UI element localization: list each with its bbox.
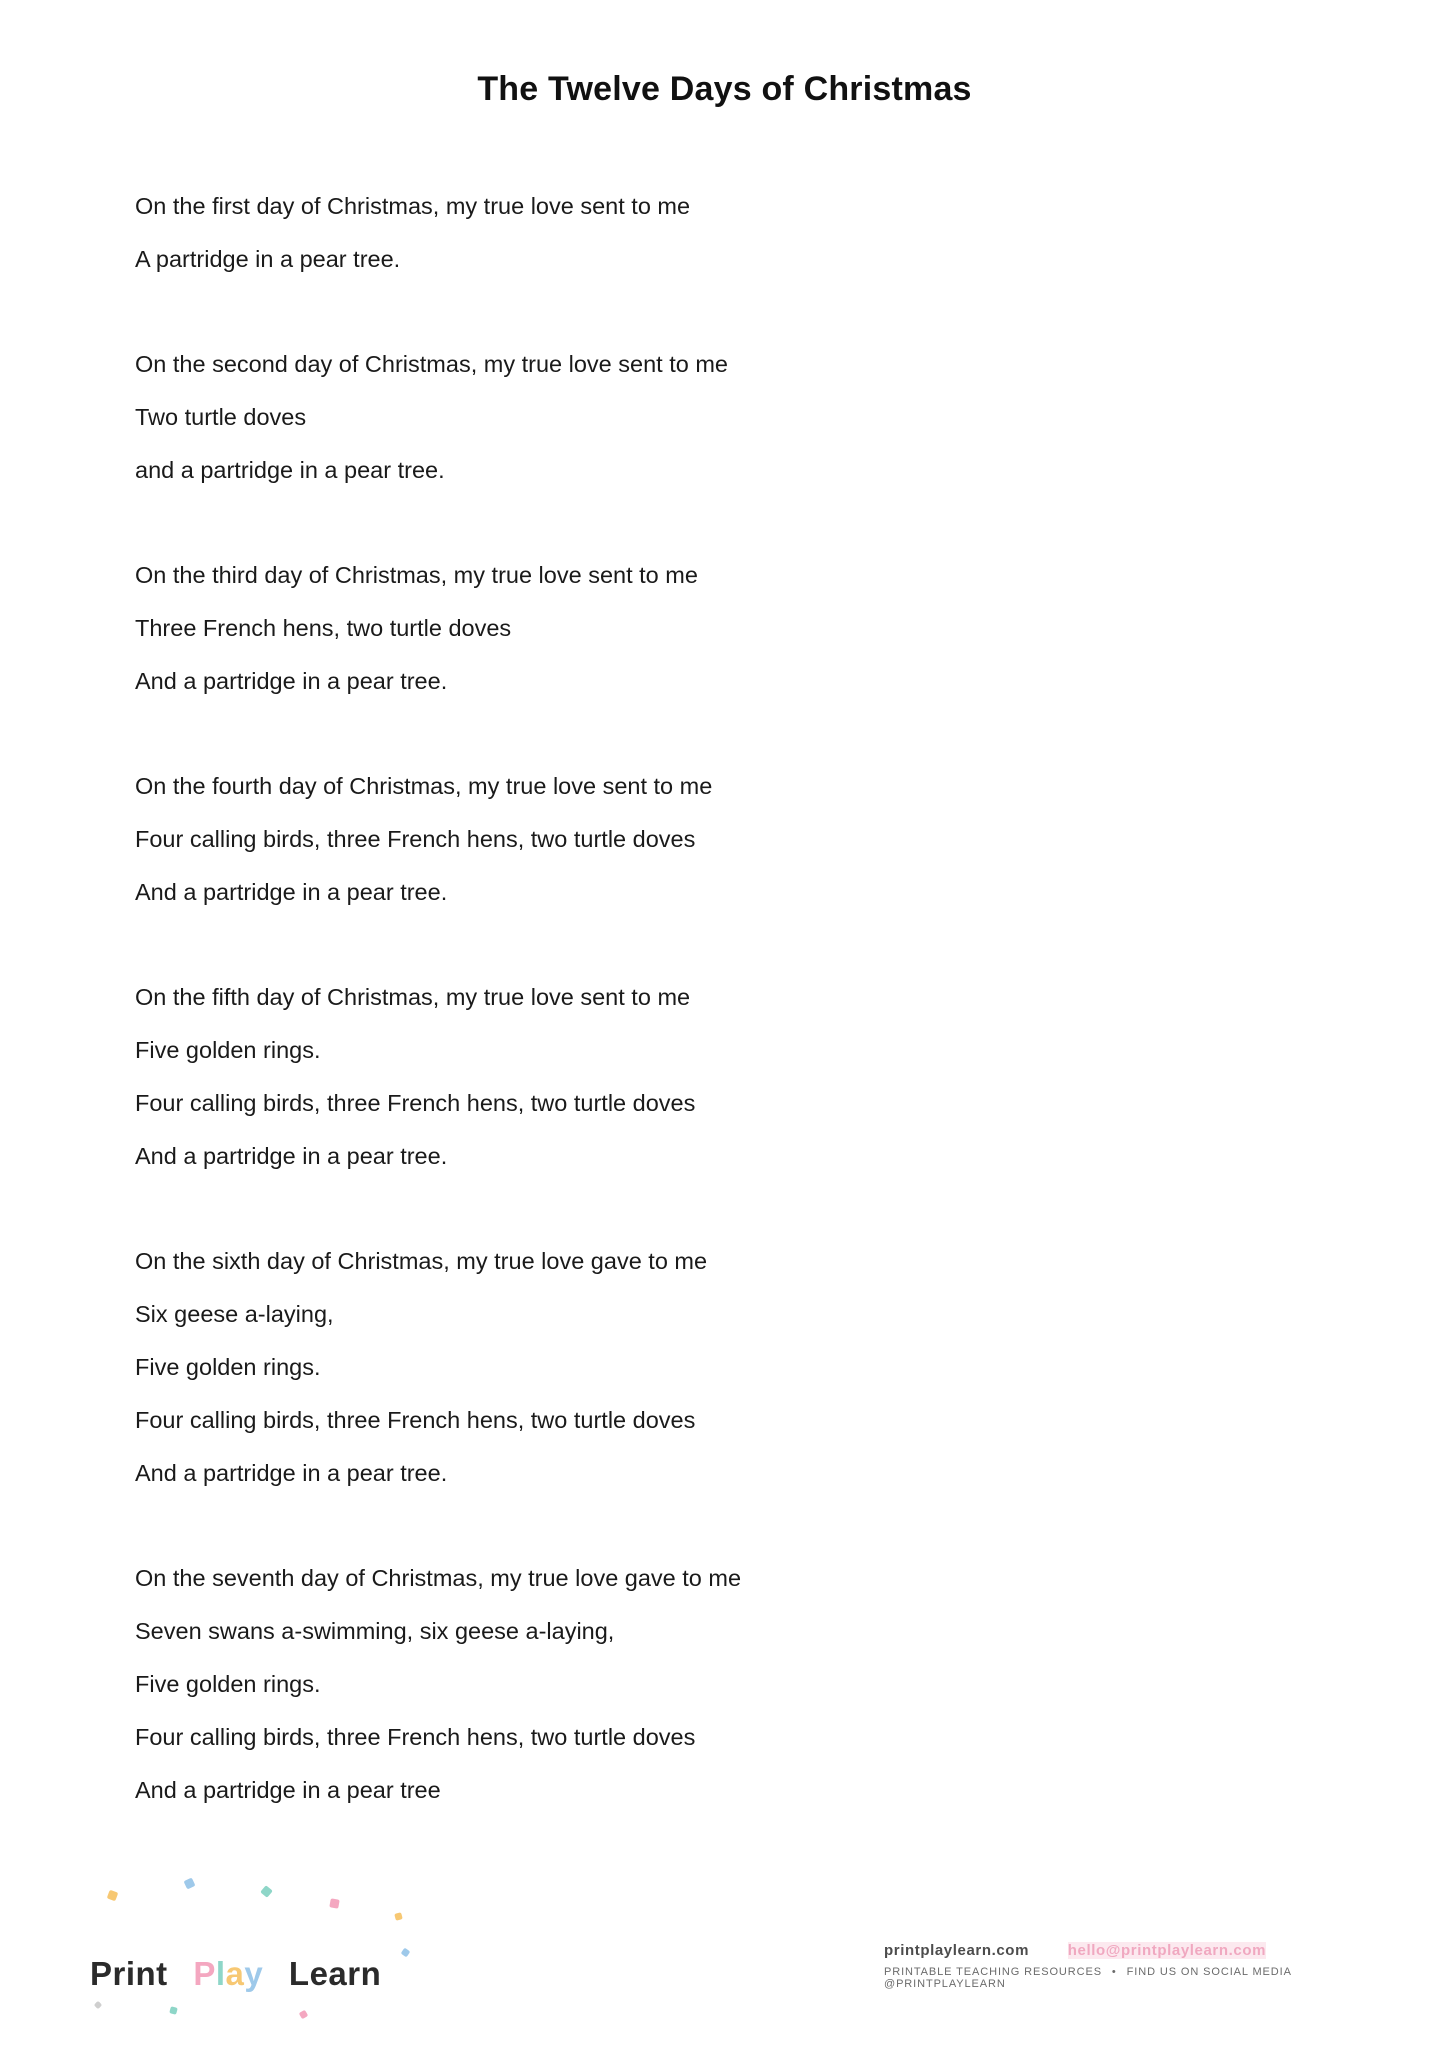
- verse-line: On the fourth day of Christmas, my true love sent to me: [135, 773, 713, 799]
- verse-line: Four calling birds, three French hens, two turtle doves: [135, 1407, 696, 1433]
- verse-line: Two turtle doves: [135, 404, 307, 430]
- confetti-dot: [184, 1878, 196, 1890]
- confetti-dot: [329, 1898, 339, 1908]
- confetti-dot: [94, 2001, 102, 2009]
- confetti-dot: [394, 1912, 403, 1921]
- verse-line: Five golden rings.: [135, 1037, 321, 1063]
- verse-line: And a partridge in a pear tree.: [135, 879, 448, 905]
- verse-1: [135, 180, 1235, 286]
- verse-line: and a partridge in a pear tree.: [135, 457, 445, 483]
- page-title: The Twelve Days of Christmas: [477, 70, 972, 108]
- verse-line: Five golden rings.: [135, 1354, 321, 1380]
- email-link[interactable]: hello@printplaylearn.com: [1067, 1942, 1267, 1959]
- verse-line: Four calling birds, three French hens, two turtle doves: [135, 1724, 696, 1750]
- verse-line: And a partridge in a pear tree.: [135, 1460, 448, 1486]
- verse-line: On the third day of Christmas, my true love sent to me: [135, 562, 698, 588]
- verse-line: On the fifth day of Christmas, my true love sent to me: [135, 984, 691, 1010]
- verse-line: On the first day of Christmas, my true love sent to me: [135, 193, 691, 219]
- brand-word-learn: Learn: [288, 1955, 382, 1992]
- verse-3: [135, 549, 1235, 708]
- verse-line: And a partridge in a pear tree.: [135, 668, 448, 694]
- verse-2: [135, 338, 1235, 497]
- verse-6: [135, 1235, 1235, 1500]
- brand-word-play: Play: [193, 1955, 264, 1992]
- brand-logo: [90, 1955, 381, 1993]
- page-footer: [0, 1868, 1449, 2048]
- verse-5: [135, 971, 1235, 1183]
- brand-word-print: Print: [90, 1955, 168, 1992]
- footer-social: FIND US ON SOCIAL MEDIA @PRINTPLAYLEARN: [884, 1966, 1292, 1990]
- verse-line: Three French hens, two turtle doves: [135, 615, 512, 641]
- verse-line: Four calling birds, three French hens, two turtle doves: [135, 826, 696, 852]
- verse-line: Five golden rings.: [135, 1671, 321, 1697]
- verse-line: And a partridge in a pear tree.: [135, 1143, 448, 1169]
- verse-line: Seven swans a-swimming, six geese a-laying,: [135, 1618, 615, 1644]
- confetti-dot: [299, 2010, 309, 2020]
- confetti-dot: [107, 1890, 119, 1902]
- footer-contact: [884, 1942, 1354, 1990]
- verse-line: On the second day of Christmas, my true love sent to me: [135, 351, 728, 377]
- verse-line: A partridge in a pear tree.: [135, 246, 401, 272]
- verse-line: Four calling birds, three French hens, two turtle doves: [135, 1090, 696, 1116]
- verse-line: On the sixth day of Christmas, my true love gave to me: [135, 1248, 708, 1274]
- confetti-dot: [260, 1885, 273, 1898]
- verse-4: [135, 760, 1235, 919]
- verse-line: On the seventh day of Christmas, my true love gave to me: [135, 1565, 742, 1591]
- verse-line: Six geese a-laying,: [135, 1301, 334, 1327]
- confetti-dot: [169, 2006, 178, 2015]
- verse-7: [135, 1552, 1235, 1817]
- confetti-dot: [401, 1948, 411, 1958]
- footer-tagline: PRINTABLE TEACHING RESOURCES: [884, 1966, 1102, 1978]
- lyrics-body: [135, 180, 1235, 1869]
- footer-separator: •: [1111, 1966, 1117, 1978]
- verse-line: And a partridge in a pear tree: [135, 1777, 441, 1803]
- website-link[interactable]: printplaylearn.com: [884, 1942, 1030, 1959]
